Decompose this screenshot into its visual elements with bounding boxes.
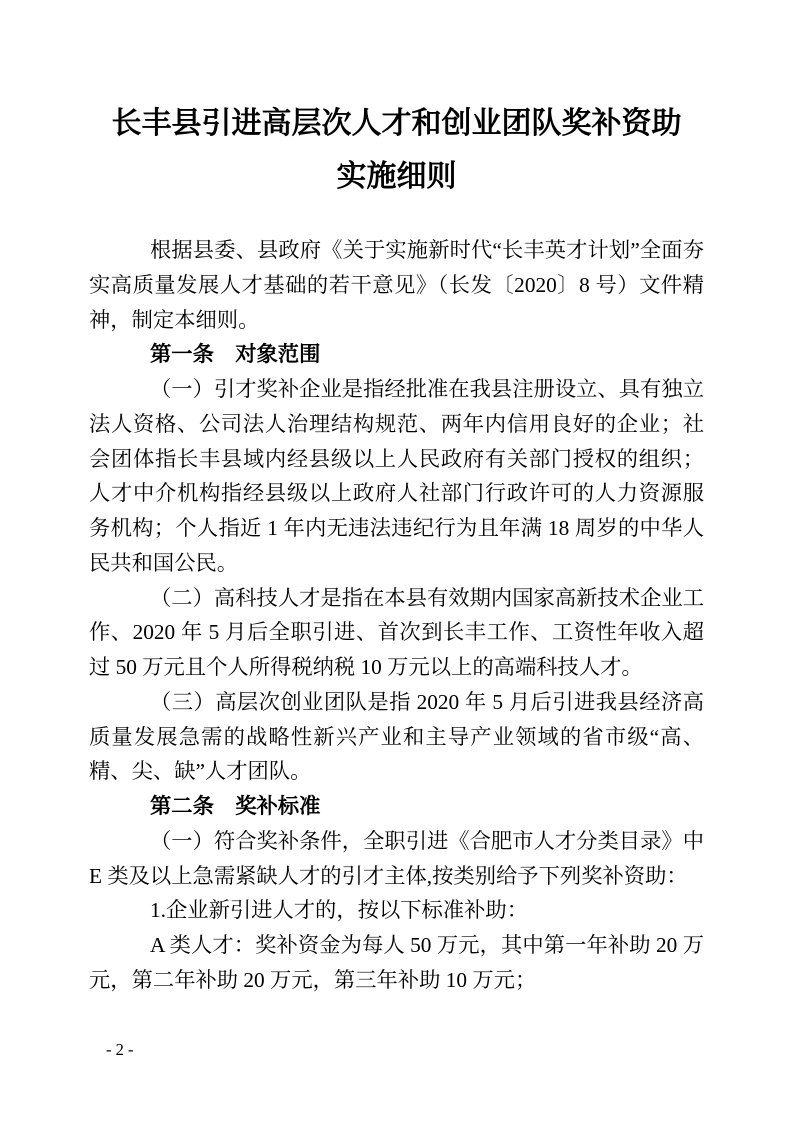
paragraph-article1-item1: （一）引才奖补企业是指经批准在我县注册设立、具有独立法人资格、公司法人治理结构规范、两年内信用良好的企业；社会团体指长丰县域内经县级以上人民政府有关部门授权的组织；人才中介机构指经县级以上政府人社部门行政许可的人力资源服务机构；个人指近 1 年内无违法违纪行为且年满 18 周岁的中华人民共和国公民。 bbox=[89, 377, 704, 575]
paragraph-article2-item1: （一）符合奖补条件，全职引进《合肥市人才分类目录》中 E 类及以上急需紧缺人才的引才主体,按类别给予下列奖补资助： bbox=[89, 828, 704, 888]
paragraph-preamble: 根据县委、县政府《关于实施新时代“长丰英才计划”全面夯实高质量发展人才基础的若干意见》（长发〔2020〕8 号）文件精神，制定本细则。 bbox=[89, 238, 704, 332]
heading-article-1: 第一条 对象范围 bbox=[150, 342, 321, 367]
paragraph-class-a-subsidy: A 类人才：奖补资金为每人 50 万元，其中第一年补助 20 万元，第二年补助 20 万元，第三年补助 10 万元； bbox=[89, 933, 704, 992]
paragraph-subsidy-intro: 1.企业新引进人才的，按以下标准补助： bbox=[150, 898, 529, 923]
page-number: - 2 - bbox=[106, 1040, 134, 1059]
paragraph-article1-item3: （三）高层次创业团队是指 2020 年 5 月后引进我县经济高质量发展急需的战略性新兴产业和主导产业领域的省市级“高、精、尖、缺”人才团队。 bbox=[89, 689, 704, 784]
heading-article-2: 第二条 奖补标准 bbox=[150, 794, 321, 818]
paragraph-article1-item2: （二）高科技人才是指在本县有效期内国家高新技术企业工作、2020 年 5 月后全职引进、首次到长丰工作、工资性年收入超过 50 万元且个人所得税纳税 10 万元以上的高端科技人才。 bbox=[89, 585, 704, 679]
title-line-2: 实施细则 bbox=[336, 160, 457, 193]
document-title bbox=[89, 97, 704, 203]
title-line-1: 长丰县引进高层次人才和创业团队奖补资助 bbox=[111, 107, 682, 140]
document-body bbox=[89, 233, 704, 998]
